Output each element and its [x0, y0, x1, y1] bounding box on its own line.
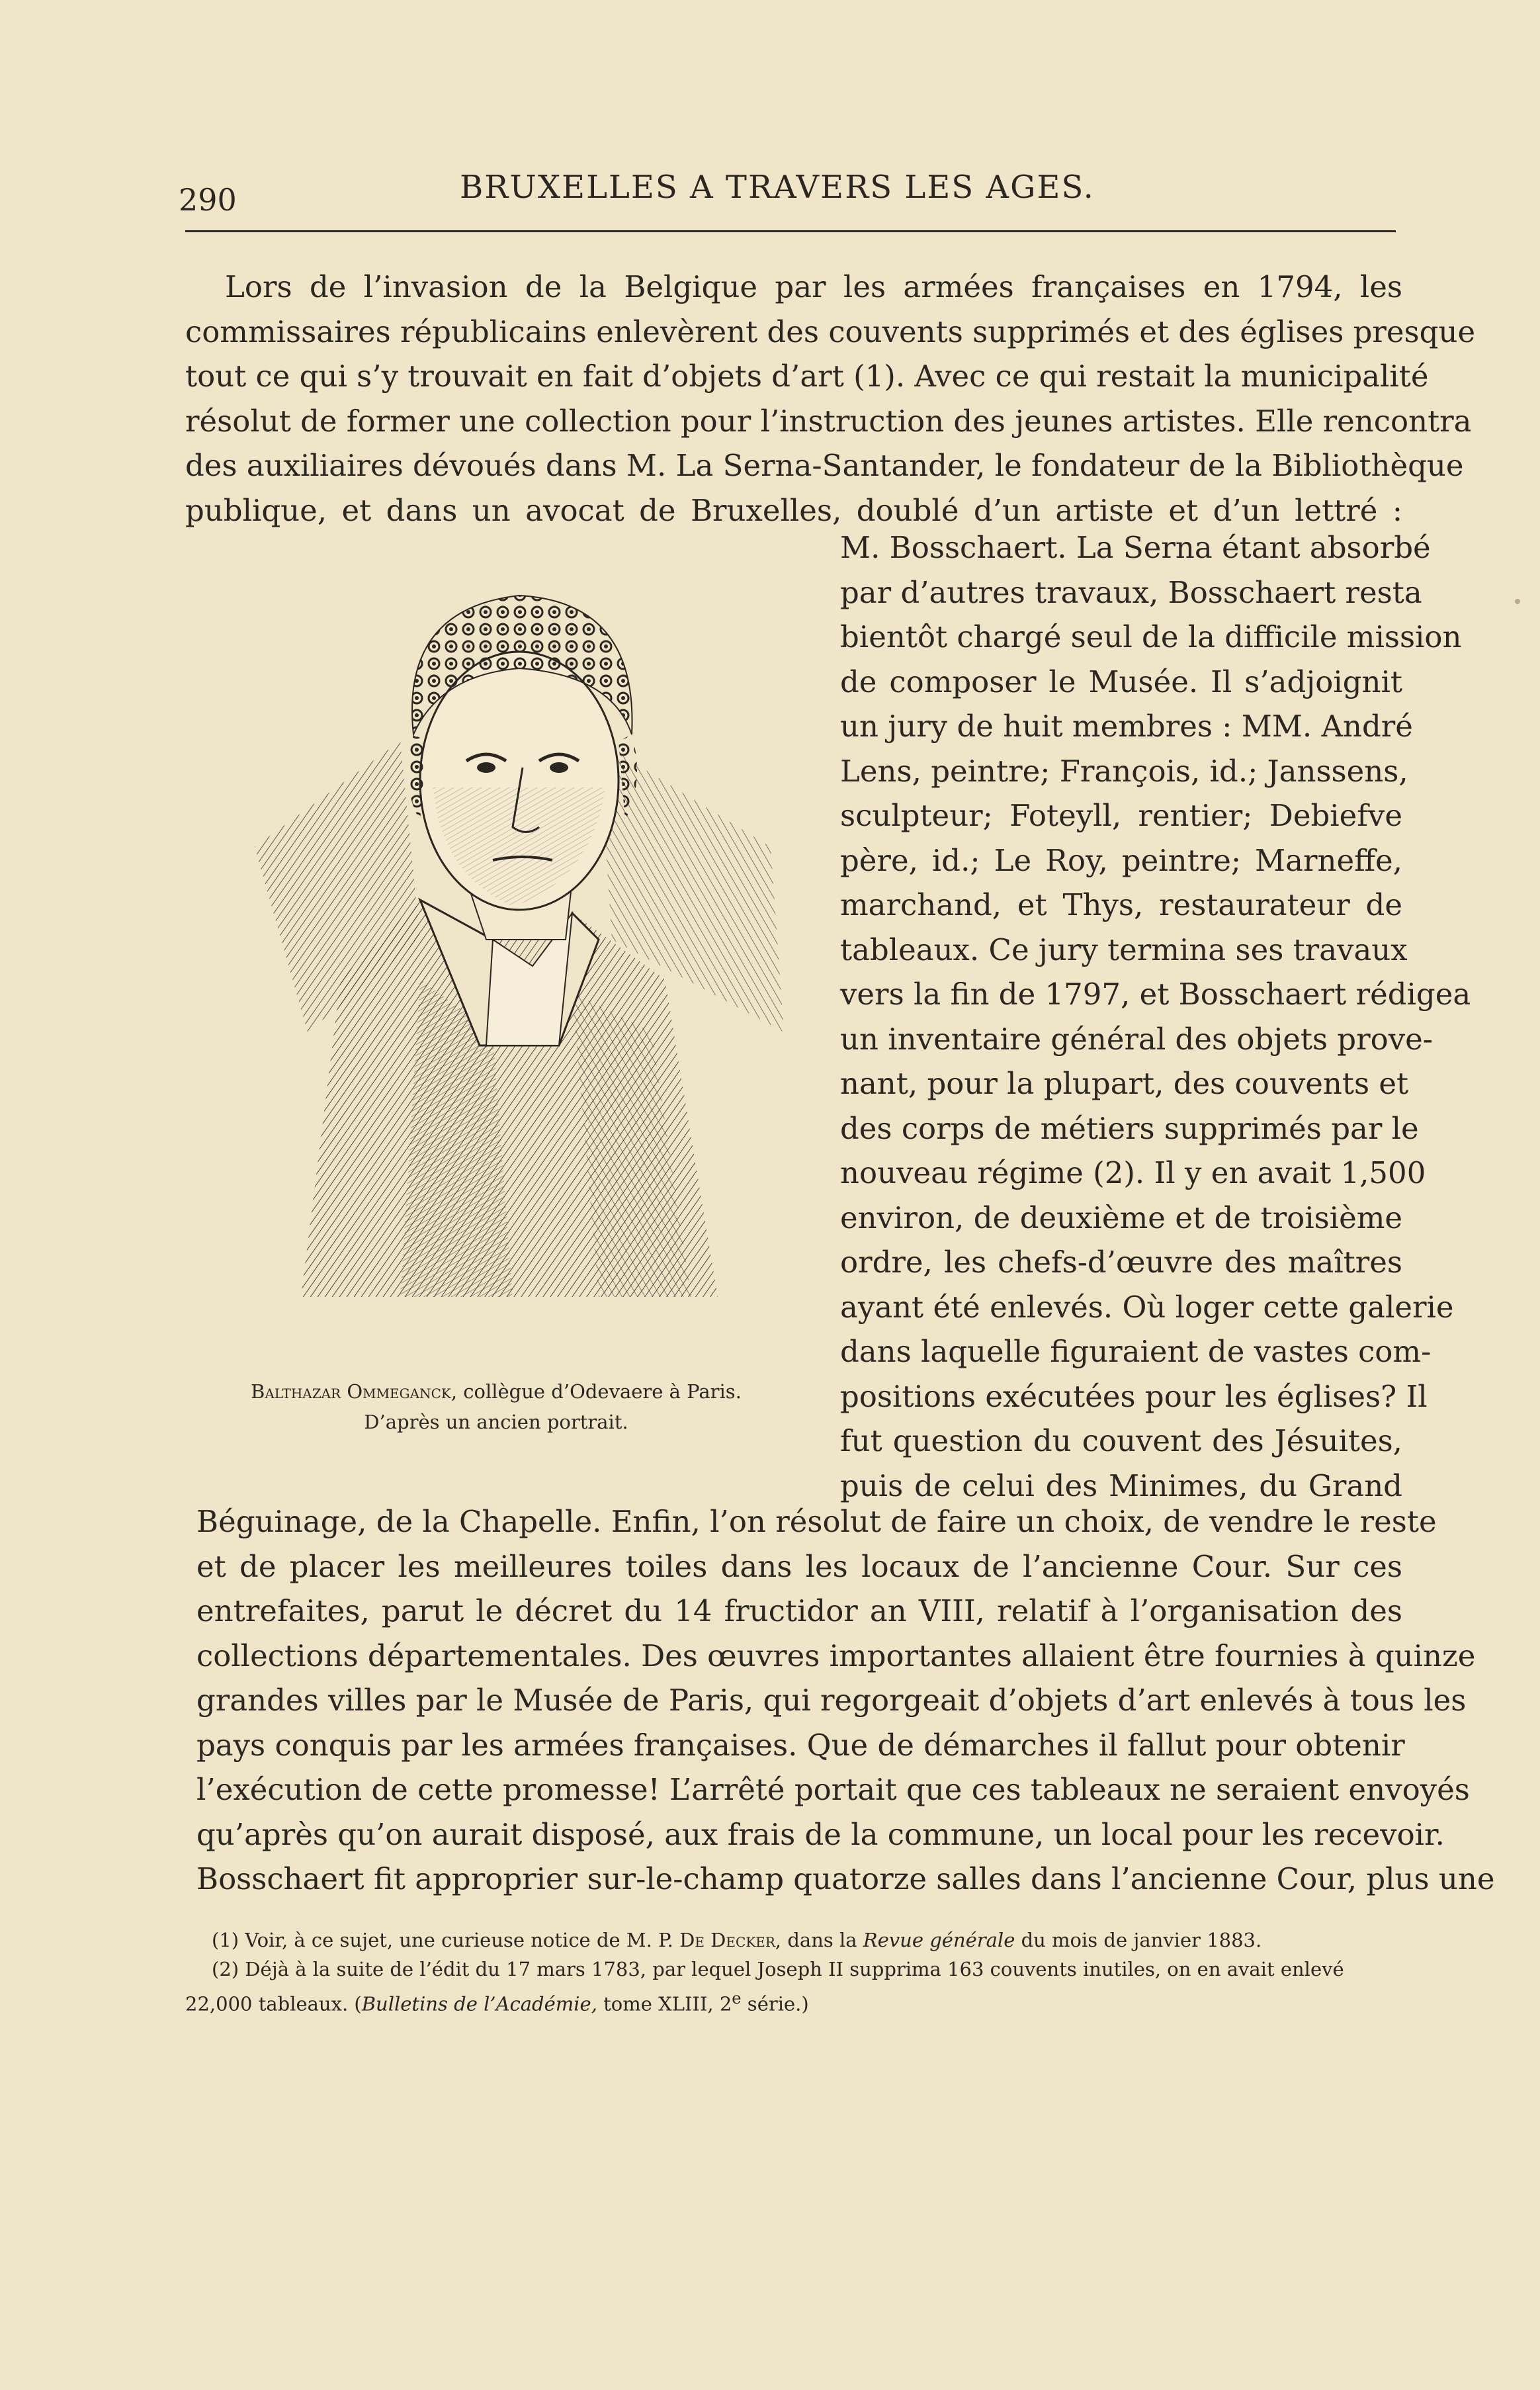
- text-line: qu’après qu’on aurait disposé, aux frais de la commune, un local pour les recevoir.: [196, 1816, 1445, 1852]
- page-speck: [1515, 599, 1520, 604]
- caption-rest: , collègue d’Odevaere à Paris.: [450, 1380, 742, 1403]
- text-line: ordre, les chefs-d’œuvre des maîtres: [840, 1245, 1402, 1280]
- paragraph-bottom: [196, 1499, 1495, 1902]
- text-line: et de placer les meilleures toiles dans les locaux de l’ancienne Cour. Sur ces: [196, 1548, 1402, 1584]
- text-line: commissaires républicains enlevèrent des couvents supprimés et des églises presque: [185, 314, 1476, 349]
- text-line: publique, et dans un avocat de Bruxelles, doublé d’un artiste et d’un lettré :: [185, 492, 1402, 528]
- text-line: ayant été enlevés. Où loger cette galerie: [840, 1289, 1454, 1325]
- text-line: sculpteur; Foteyll, rentier; Debiefve: [840, 798, 1402, 833]
- text-line: fut question du couvent des Jésuites,: [840, 1423, 1402, 1458]
- text-line: tout ce qui s’y trouvait en fait d’objets d’art (1). Avec ce qui restait la municipalité: [185, 359, 1429, 394]
- text-line: collections départementales. Des œuvres importantes allaient être fournies à quinze: [196, 1638, 1476, 1673]
- text-line: nouveau régime (2). Il y en avait 1,500: [840, 1155, 1426, 1190]
- running-title: BRUXELLES A TRAVERS LES AGES.: [460, 169, 1095, 206]
- text-line: puis de celui des Minimes, du Grand: [840, 1468, 1402, 1503]
- text-line: Lens, peintre; François, id.; Janssens,: [840, 753, 1408, 789]
- paragraph-side: [840, 525, 1471, 1508]
- footnote-text: tome XLIII, 2: [597, 1992, 732, 2015]
- text-line: père, id.; Le Roy, peintre; Marneffe,: [840, 842, 1402, 878]
- paragraph-top: [185, 265, 1476, 533]
- caption-line-1: [185, 1376, 807, 1407]
- header-rule: [185, 230, 1396, 232]
- page-number: 290: [179, 182, 237, 218]
- text-line: M. Bosschaert. La Serna étant absorbé: [840, 530, 1431, 565]
- portrait-engraving: [202, 569, 810, 1337]
- text-line: entrefaites, parut le décret du 14 fructidor an VIII, relatif à l’organisation des: [196, 1593, 1402, 1628]
- footnote-text: , dans la: [775, 1929, 863, 1951]
- text-line: dans laquelle figuraient de vastes com-: [840, 1334, 1432, 1369]
- footnote-text: (1) Voir, à ce sujet, une curieuse notice de M. P.: [212, 1929, 680, 1951]
- text-line: vers la fin de 1797, et Bosschaert rédigea: [840, 977, 1471, 1012]
- footnote-text: 22,000 tableaux. (: [185, 1992, 362, 2015]
- text-line: grandes villes par le Musée de Paris, qui regorgeait d’objets d’art enlevés à tous les: [196, 1683, 1467, 1718]
- text-line: pays conquis par les armées françaises. Que de démarches il fallut pour obtenir: [196, 1727, 1405, 1763]
- text-line: positions exécutées pour les églises? Il: [840, 1378, 1428, 1414]
- text-line: de composer le Musée. Il s’adjoignit: [840, 664, 1402, 699]
- footnote-text: du mois de janvier 1883.: [1015, 1929, 1262, 1951]
- page-header: [179, 169, 1396, 222]
- text-line: des auxiliaires dévoués dans M. La Serna-Santander, le fondateur de la Bibliothèque: [185, 448, 1464, 483]
- text-line: Bosschaert fit approprier sur-le-champ quatorze salles dans l’ancienne Cour, plus une: [196, 1861, 1495, 1896]
- text-line: nant, pour la plupart, des couvents et: [840, 1066, 1409, 1101]
- text-line: un inventaire général des objets prove-: [840, 1021, 1433, 1057]
- text-line: résolut de former une collection pour l’instruction des jeunes artistes. Elle rencontra: [185, 403, 1472, 439]
- footnote-author: De Decker: [679, 1929, 775, 1951]
- caption-line-2: D’après un ancien portrait.: [364, 1411, 628, 1433]
- text-line: Lors de l’invasion de la Belgique par les armées françaises en 1794, les: [225, 269, 1402, 304]
- caption-name: Balthazar Ommeganck: [251, 1380, 451, 1403]
- text-line: l’exécution de cette promesse! L’arrêté portait que ces tableaux ne seraient envoyés: [196, 1772, 1470, 1807]
- footnotes: [185, 1925, 1402, 2019]
- footnote-journal: Revue générale: [863, 1929, 1015, 1951]
- text-line: environ, de deuxième et de troisième: [840, 1200, 1402, 1235]
- footnote-2-line-1: (2) Déjà à la suite de l’édit du 17 mars 1783, par lequel Joseph II supprima 163 couvents inutiles, on en avait enlevé: [212, 1958, 1344, 1980]
- text-line: marchand, et Thys, restaurateur de: [840, 887, 1402, 922]
- portrait-caption: [185, 1376, 807, 1437]
- text-line: Béguinage, de la Chapelle. Enfin, l’on résolut de faire un choix, de vendre le reste: [196, 1504, 1437, 1539]
- text-line: des corps de métiers supprimés par le: [840, 1110, 1419, 1146]
- text-line: un jury de huit membres : MM. André: [840, 709, 1413, 744]
- footnote-text: série.): [741, 1992, 809, 2015]
- footnote-superscript: e: [732, 1989, 742, 2008]
- footnote-1: [185, 1925, 1402, 1955]
- text-line: bientôt chargé seul de la difficile mission: [840, 619, 1462, 654]
- text-line: par d’autres travaux, Bosschaert resta: [840, 574, 1422, 610]
- footnote-2-line-2: [185, 1984, 1402, 2019]
- footnote-journal: Bulletins de l’Académie,: [361, 1992, 597, 2015]
- text-line: tableaux. Ce jury termina ses travaux: [840, 932, 1408, 967]
